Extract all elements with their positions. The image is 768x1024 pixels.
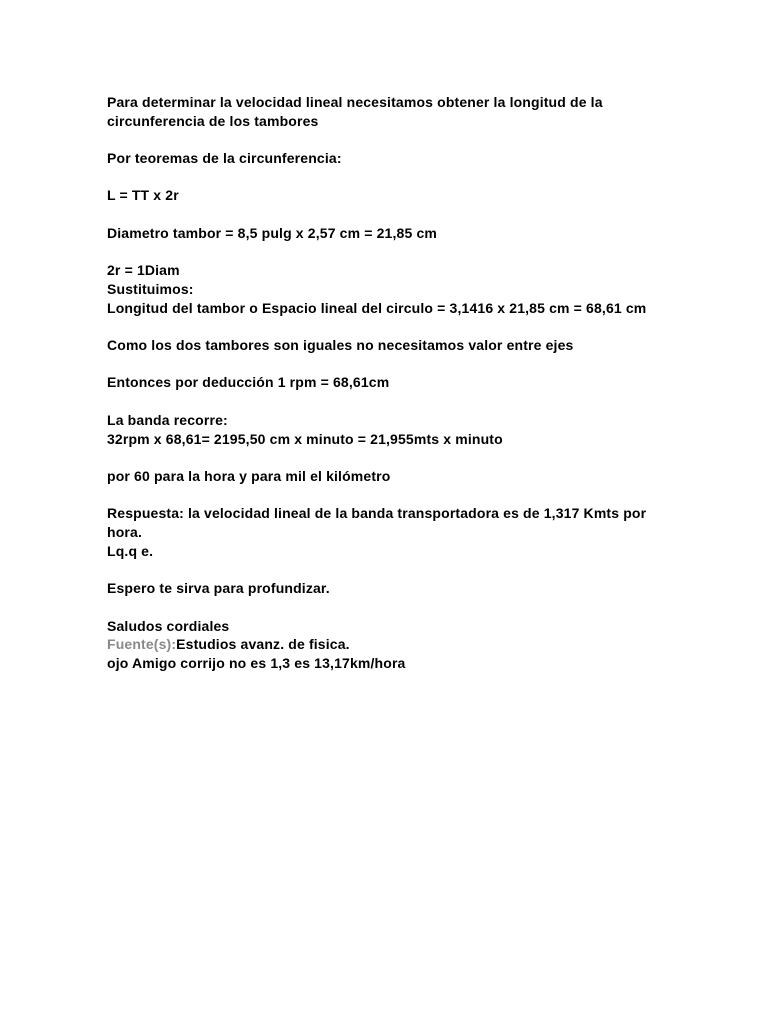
answer-text: Respuesta: la velocidad lineal de la banda transportadora es de 1,317 Kmts por hora. bbox=[107, 505, 647, 541]
paragraph-drums bbox=[107, 336, 667, 355]
source-label: Fuente(s): bbox=[107, 636, 177, 653]
drums-text: Como los dos tambores son iguales no necesitamos valor entre ejes bbox=[107, 337, 574, 354]
band-label: La banda recorre: bbox=[107, 411, 228, 428]
paragraph-theorem bbox=[107, 149, 667, 168]
substitution-label: Sustituimos: bbox=[107, 280, 194, 297]
intro-text: Para determinar la velocidad lineal necesitamos obtener la longitud de la circunferencia de los tambores bbox=[107, 94, 603, 129]
paragraph-substitution bbox=[107, 261, 667, 317]
correction-text: ojo Amigo corrijo no es 1,3 es 13,17km/hora bbox=[107, 654, 406, 671]
theorem-text: Por teoremas de la circunferencia: bbox=[107, 150, 342, 167]
paragraph-intro bbox=[107, 93, 667, 130]
source-line bbox=[107, 635, 667, 654]
paragraph-answer bbox=[107, 504, 667, 560]
band-calculation: 32rpm x 68,61= 2195,50 cm x minuto = 21,955mts x minuto bbox=[107, 430, 503, 447]
paragraph-deduction bbox=[107, 373, 667, 392]
deduction-text: Entonces por deducción 1 rpm = 68,61cm bbox=[107, 374, 390, 391]
qed-text: Lq.q e. bbox=[107, 542, 154, 559]
closing-text: Espero te sirva para profundizar. bbox=[107, 580, 330, 597]
diameter-text: Diametro tambor = 8,5 pulg x 2,57 cm = 21,85 cm bbox=[107, 224, 437, 241]
document-body bbox=[107, 93, 667, 691]
formula-text: L = TT x 2r bbox=[107, 187, 179, 204]
paragraph-formula bbox=[107, 186, 667, 205]
radius-text: 2r = 1Diam bbox=[107, 262, 180, 279]
paragraph-closing bbox=[107, 579, 667, 598]
paragraph-band bbox=[107, 411, 667, 448]
paragraph-signature bbox=[107, 617, 667, 673]
greeting-text: Saludos cordiales bbox=[107, 617, 230, 634]
length-text: Longitud del tambor o Espacio lineal del circulo = 3,1416 x 21,85 cm = 68,61 cm bbox=[107, 299, 647, 316]
source-text: Estudios avanz. de fisica. bbox=[176, 636, 350, 653]
conversion-text: por 60 para la hora y para mil el kilómetro bbox=[107, 467, 391, 484]
paragraph-conversion bbox=[107, 467, 667, 486]
paragraph-diameter bbox=[107, 224, 667, 243]
